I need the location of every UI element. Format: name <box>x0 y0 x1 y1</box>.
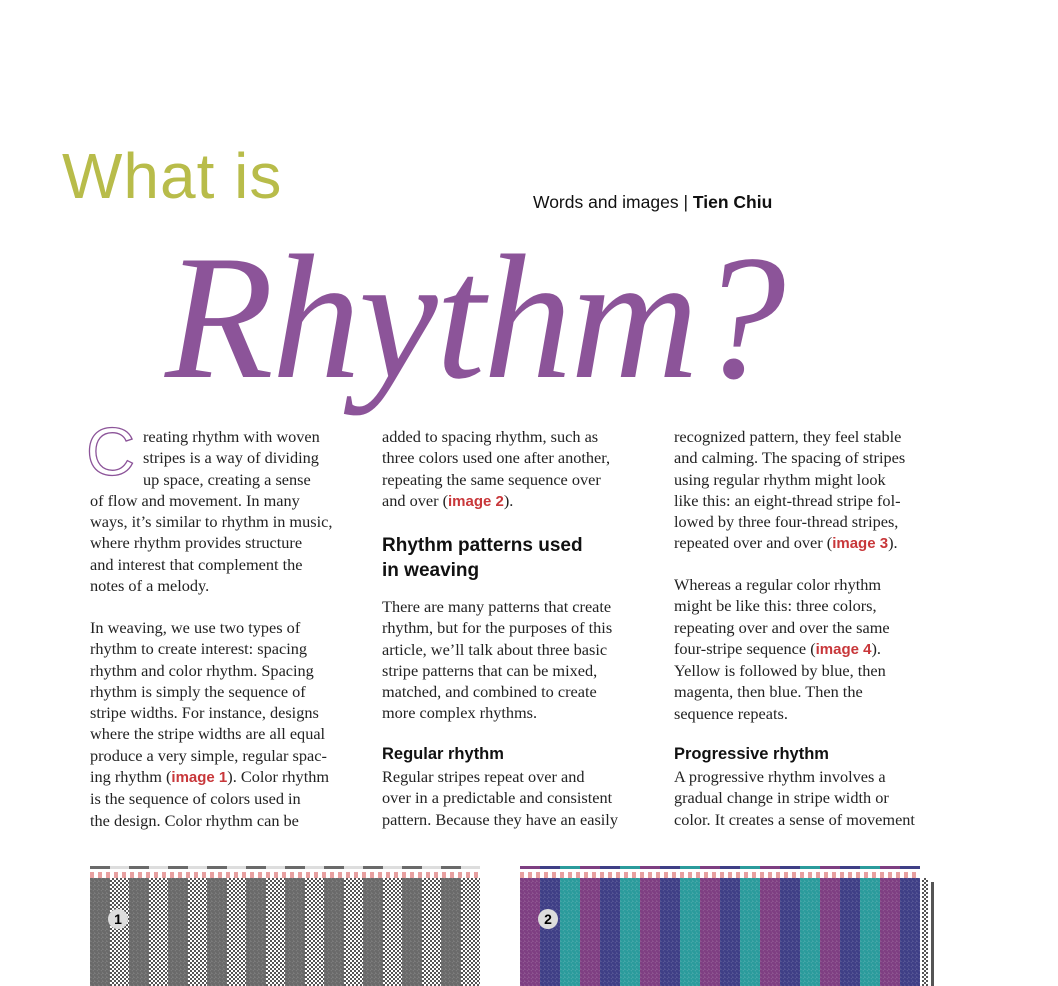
byline <box>533 192 772 212</box>
warp-color-chip <box>441 866 461 869</box>
stripe <box>660 878 680 986</box>
stripe <box>740 878 760 986</box>
warp-color-chip <box>780 866 800 869</box>
subheading-regular-rhythm: Regular rhythm <box>382 745 504 763</box>
warp-color-chip <box>305 866 325 869</box>
warp-color-chip <box>344 866 364 869</box>
warp-color-chip <box>149 866 169 869</box>
stripe <box>540 878 560 986</box>
text: Whereas a regular color rhythm might be like this: three colors, repeating over and over the same four-stripe sequence ( <box>674 575 890 658</box>
warp-color-chip <box>363 866 383 869</box>
text: ). Color rhythm is the sequence of colors used in the design. Color rhythm can be <box>90 767 330 830</box>
text: ). <box>888 533 898 553</box>
warp-color-chip <box>660 866 680 869</box>
stripe <box>520 878 540 986</box>
stripe <box>441 878 461 986</box>
warp-color-chip <box>740 866 760 869</box>
stripe <box>422 878 442 986</box>
stripe <box>580 878 600 986</box>
stripe <box>188 878 208 986</box>
stripe <box>860 878 880 986</box>
stripe <box>560 878 580 986</box>
warp-color-chip <box>227 866 247 869</box>
stripe <box>800 878 820 986</box>
col1-p1-text: reating rhythm with woven stripes is a way of dividing up space, creating a sense of flow and movement. In many ways, it’s similar to rhythm in music, where rhythm provides structure and interest that complement the notes of a melody. <box>90 427 333 596</box>
stripe <box>461 878 481 986</box>
image-4-link[interactable]: image 4 <box>815 640 872 658</box>
section-heading: Rhythm patterns used in weaving <box>382 535 583 581</box>
image-1-drawdown <box>90 878 480 986</box>
warp-color-chip <box>800 866 820 869</box>
stripe <box>168 878 188 986</box>
stripe <box>600 878 620 986</box>
warp-color-chip <box>600 866 620 869</box>
stripe <box>700 878 720 986</box>
stripe <box>780 878 800 986</box>
col2-paragraph-2: There are many patterns that create rhythm, but for the purposes of this article, we’ll talk about three basic stripe patterns that can be mixed, matched, and combined to create more complex rhythms. <box>382 597 613 723</box>
stripe <box>207 878 227 986</box>
stripe <box>402 878 422 986</box>
stripe <box>880 878 900 986</box>
text: added to spacing rhythm, such as three colors used one after another, repeating the same sequence over and over ( <box>382 427 611 510</box>
image-1-badge: 1 <box>108 909 128 929</box>
warp-color-chip <box>461 866 481 869</box>
warp-color-chip <box>90 866 110 869</box>
warp-color-chip <box>324 866 344 869</box>
image-2-warp-bar <box>520 866 920 869</box>
stripe <box>344 878 364 986</box>
stripe <box>149 878 169 986</box>
warp-color-chip <box>540 866 560 869</box>
warp-color-chip <box>129 866 149 869</box>
byline-author: Tien Chiu <box>692 192 773 212</box>
text: recognized pattern, they feel stable and calming. The spacing of stripes using regular rhythm might look like this: an eight-thread stripe fol- lowed by three four-thread stripes, repeated over and over ( <box>674 427 906 553</box>
stripe <box>680 878 700 986</box>
stripe <box>383 878 403 986</box>
stripe <box>90 878 110 986</box>
byline-prefix: Words and images | <box>533 192 693 212</box>
text: ). <box>503 490 514 510</box>
warp-color-chip <box>520 866 540 869</box>
image-1-warp-bar <box>90 866 480 869</box>
stripe <box>363 878 383 986</box>
col2-paragraph-1 <box>382 426 667 512</box>
stripe <box>840 878 860 986</box>
image-2-side-bar <box>931 882 934 986</box>
image-2-drawdown <box>520 878 920 986</box>
warp-color-chip <box>560 866 580 869</box>
warp-color-chip <box>720 866 740 869</box>
image-2-treadling <box>922 878 928 986</box>
warp-color-chip <box>110 866 130 869</box>
warp-color-chip <box>900 866 920 869</box>
col3-paragraph-1 <box>674 426 959 555</box>
warp-color-chip <box>188 866 208 869</box>
warp-color-chip <box>700 866 720 869</box>
col1-paragraph-2 <box>90 617 375 831</box>
stripe <box>305 878 325 986</box>
image-2-link[interactable]: image 2 <box>448 492 504 510</box>
warp-color-chip <box>207 866 227 869</box>
col1-paragraph-1 <box>86 414 375 596</box>
title-what-is: What is <box>62 140 283 212</box>
warp-color-chip <box>640 866 660 869</box>
stripe <box>720 878 740 986</box>
stripe <box>266 878 286 986</box>
stripe <box>246 878 266 986</box>
col3-paragraph-2 <box>674 574 959 724</box>
warp-color-chip <box>760 866 780 869</box>
stripe <box>285 878 305 986</box>
stripe <box>820 878 840 986</box>
warp-color-chip <box>168 866 188 869</box>
stripe <box>640 878 660 986</box>
stripe <box>620 878 640 986</box>
stripe <box>900 878 920 986</box>
warp-color-chip <box>820 866 840 869</box>
warp-color-chip <box>422 866 442 869</box>
drop-cap: C <box>86 414 136 490</box>
warp-color-chip <box>620 866 640 869</box>
warp-color-chip <box>860 866 880 869</box>
image-3-link[interactable]: image 3 <box>832 535 889 553</box>
warp-color-chip <box>402 866 422 869</box>
text: In weaving, we use two types of rhythm to create interest: spacing rhythm and color rhythm. Spacing rhythm is simply the sequence of stripe widths. For instance, designs where the stripe widths are all equal produce a very simple, regular spac- ing rhythm ( <box>90 618 327 787</box>
warp-color-chip <box>383 866 403 869</box>
stripe <box>110 878 130 986</box>
subheading-progressive-rhythm: Progressive rhythm <box>674 745 829 763</box>
warp-color-chip <box>285 866 305 869</box>
image-1-link[interactable]: image 1 <box>171 769 228 787</box>
stripe <box>129 878 149 986</box>
warp-color-chip <box>680 866 700 869</box>
title-rhythm: Rhythm? <box>165 218 784 416</box>
col2-paragraph-3: Regular stripes repeat over and over in a predictable and consistent pattern. Because they have an easily <box>382 767 618 829</box>
warp-color-chip <box>266 866 286 869</box>
text: ). Yellow is followed by blue, then magenta, then blue. Then the sequence repeats. <box>674 638 886 723</box>
image-2-badge: 2 <box>538 909 558 929</box>
stripe <box>227 878 247 986</box>
stripe <box>760 878 780 986</box>
warp-color-chip <box>246 866 266 869</box>
col3-paragraph-3: A progressive rhythm involves a gradual change in stripe width or color. It creates a sense of movement <box>674 767 915 829</box>
warp-color-chip <box>880 866 900 869</box>
stripe <box>324 878 344 986</box>
warp-color-chip <box>840 866 860 869</box>
warp-color-chip <box>580 866 600 869</box>
